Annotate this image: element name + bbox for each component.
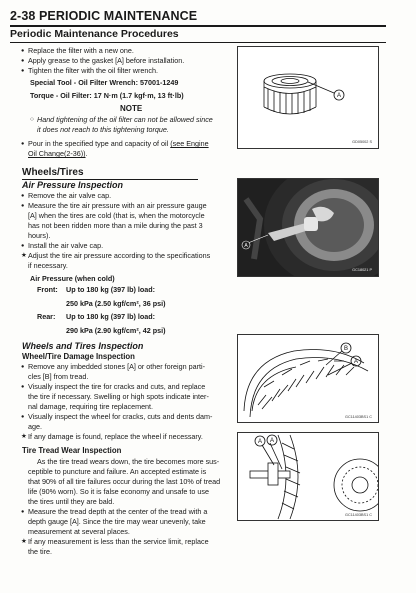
- damage-step-wheel: ● Visually inspect the wheel for cracks, cuts and dents dam-: [28, 412, 212, 422]
- damage-inspection-heading: Wheel/Tire Damage Inspection: [22, 352, 135, 361]
- note-line-2: it does not reach to this tightening torque.: [37, 125, 169, 134]
- tread-fig-code: GC11403BS1 C: [345, 513, 372, 517]
- tread-fig-label-a2: A: [269, 438, 275, 444]
- oil-step-grease: ● Apply grease to the gasket [A] before installation.: [28, 56, 184, 66]
- air-step-install-cap: ● Install the air valve cap.: [28, 241, 103, 251]
- tread-step-measure: ● Measure the tread depth at the center of the tread with a: [28, 507, 207, 517]
- pour-text: Pour in the specified type and capacity of oil: [28, 139, 171, 148]
- front-load: Up to 180 kg (397 lb) load:: [66, 285, 156, 294]
- air-step-measure-4: hours).: [28, 231, 51, 240]
- air-pressure-spec-heading: Air Pressure (when cold): [30, 274, 115, 283]
- air-fig-code: GC18021 P: [352, 268, 372, 272]
- tread-text-3: that 90% of all tire failures occur during the last 10% of tread: [28, 477, 221, 486]
- tire-damage-figure: [237, 334, 379, 423]
- air-step-measure: ● Measure the tire air pressure with an air pressure gauge: [28, 201, 207, 211]
- note-line-1: ○ Hand tightening of the oil filter can not be allowed since: [37, 115, 213, 125]
- oil-filter-illustration: [238, 47, 378, 148]
- tire-tread-illustration: [238, 335, 378, 422]
- inspection-heading: Wheels and Tires Inspection: [22, 341, 144, 351]
- tread-depth-figure: [237, 432, 379, 521]
- rear-label: Rear:: [37, 312, 56, 321]
- tread-text-4: life (90% worn). So it is false economy and unsafe to use: [28, 487, 209, 496]
- damage-step-remove-2: cles [B] from tread.: [28, 372, 89, 381]
- damage-fig-label-b: B: [343, 346, 349, 352]
- header-rule: [10, 25, 386, 27]
- oil-fig-code: GD05002 S: [352, 140, 372, 144]
- tread-step-replace: ★ If any measurement is less than the service limit, replace: [28, 537, 209, 547]
- tread-fig-label-a1: A: [257, 439, 263, 445]
- damage-fig-label-a: A: [353, 359, 359, 365]
- engine-oil-change-link-2[interactable]: Oil Change(2-36)): [28, 149, 86, 158]
- oil-step-pour: [28, 139, 209, 149]
- torque-spec: Torque - Oil Filter: 17 N·m (1.7 kgf·m, 13 ft·lb): [30, 91, 184, 100]
- tread-text-5: the tires until they are bald.: [28, 497, 115, 506]
- rear-pressure: 290 kPa (2.90 kgf/cm², 42 psi): [66, 326, 166, 335]
- air-step-measure-2: [A] when the tires are cold (that is, when the motorcycle: [28, 211, 205, 220]
- damage-step-tire-3: nal damage, requiring tire replacement.: [28, 402, 154, 411]
- oil-step-replace: ● Replace the filter with a new one.: [28, 46, 134, 56]
- oil-filter-figure: [237, 46, 379, 149]
- pour-end: .: [85, 149, 88, 158]
- air-step-measure-3: has not been ridden more than a mile during the past 3: [28, 221, 203, 230]
- tread-step-measure-2: depth gauge [A]. Since the tire may wear unevenly, take: [28, 517, 206, 526]
- damage-step-tire-2: the tire if necessary. Swelling or high spots indicate inter-: [28, 392, 209, 401]
- tread-step-measure-3: measurement at several places.: [28, 527, 130, 536]
- tread-text-2: ceptible to puncture and failure. An accepted estimate is: [28, 467, 207, 476]
- special-tool-spec: Special Tool - Oil Filter Wrench: 57001-1249: [30, 78, 179, 87]
- rear-load: Up to 180 kg (397 lb) load:: [66, 312, 156, 321]
- air-pressure-photo: [237, 178, 379, 277]
- damage-step-tire: ● Visually inspect the tire for cracks and cuts, and replace: [28, 382, 205, 392]
- wheels-tires-heading: Wheels/Tires: [22, 167, 84, 178]
- air-step-remove-cap: ● Remove the air valve cap.: [28, 191, 111, 201]
- oil-step-pour-cont: [28, 149, 88, 159]
- tread-text-1: As the tire tread wears down, the tire becomes more sus-: [37, 457, 220, 466]
- subtitle-rule: [10, 42, 386, 43]
- air-step-adjust: ★ Adjust the tire air pressure according to the specifications: [28, 251, 210, 261]
- air-fig-label-a: A: [244, 243, 248, 249]
- engine-oil-change-link[interactable]: (see Engine: [170, 139, 209, 148]
- damage-step-wheel-2: age.: [28, 422, 42, 431]
- oil-step-tighten: ● Tighten the filter with the oil filter wrench.: [28, 66, 158, 76]
- front-pressure: 250 kPa (2.50 kgf/cm², 36 psi): [66, 299, 166, 308]
- tire-gauge-photo: [238, 179, 378, 276]
- note-heading: NOTE: [120, 104, 143, 113]
- air-step-adjust-2: if necessary.: [28, 261, 68, 270]
- front-label: Front:: [37, 285, 58, 294]
- damage-step-remove: ● Remove any imbedded stones [A] or other foreign parti-: [28, 362, 205, 372]
- damage-step-replace: ★ If any damage is found, replace the wheel if necessary.: [28, 432, 203, 442]
- page-title: 2-38 PERIODIC MAINTENANCE: [10, 9, 198, 23]
- damage-fig-code: GC11403BS1 C: [345, 415, 372, 419]
- oil-fig-label-a: A: [336, 93, 342, 99]
- section-subtitle: Periodic Maintenance Procedures: [10, 28, 179, 40]
- air-pressure-heading: Air Pressure Inspection: [22, 180, 124, 190]
- depth-gauge-illustration: [238, 433, 378, 520]
- tread-step-replace-2: the tire.: [28, 547, 52, 556]
- tread-wear-heading: Tire Tread Wear Inspection: [22, 446, 122, 455]
